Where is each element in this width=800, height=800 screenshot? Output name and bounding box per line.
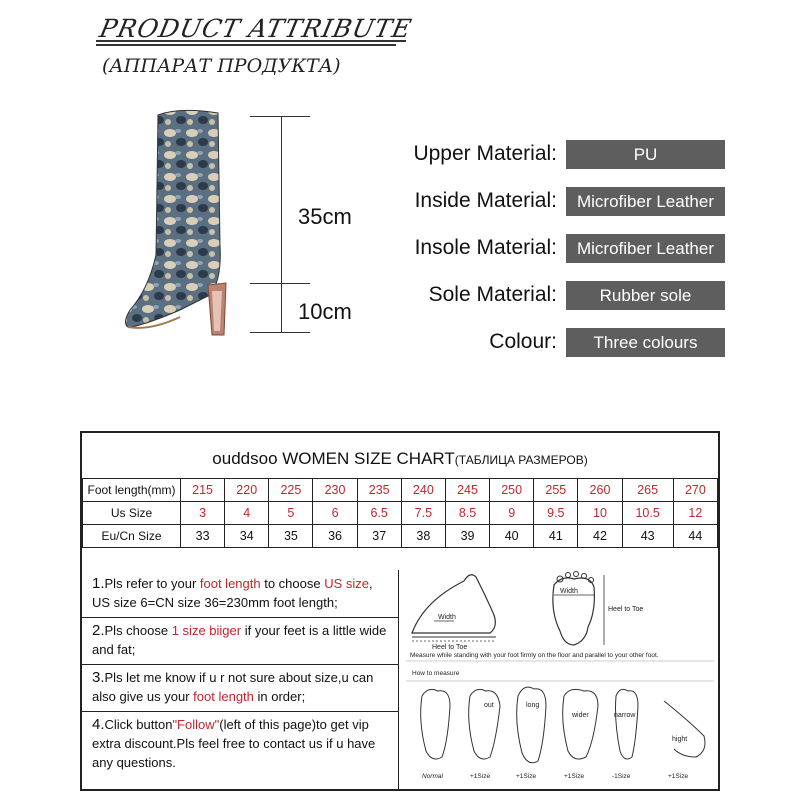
size-chart-section bbox=[80, 431, 720, 791]
diagram-width-label: Width bbox=[438, 614, 456, 621]
ruler-tick-mid bbox=[250, 283, 310, 284]
size-chart-title-main: ouddsoo WOMEN SIZE CHART bbox=[212, 449, 455, 468]
foot-shapes bbox=[421, 687, 705, 763]
attr-value-sole: Rubber sole bbox=[566, 281, 725, 310]
attr-value-upper: PU bbox=[566, 140, 725, 169]
table-cell: 8.5 bbox=[445, 502, 489, 525]
note-divider bbox=[82, 617, 398, 618]
heel-height: 10cm bbox=[298, 299, 352, 324]
foot-tag: long bbox=[526, 702, 540, 709]
foot-tag: out bbox=[484, 702, 494, 709]
foot-tag: wider bbox=[572, 712, 589, 719]
size-table bbox=[82, 478, 718, 548]
measure-diagram bbox=[404, 571, 716, 789]
table-cell: 4 bbox=[225, 502, 269, 525]
foot-caption: +1Size bbox=[668, 773, 689, 780]
size-chart-title-ru: (ТАБЛИЦА РАЗМЕРОВ) bbox=[454, 453, 588, 467]
table-cell: 245 bbox=[445, 479, 489, 502]
table-cell: 6.5 bbox=[357, 502, 401, 525]
attr-label-insole: Insole Material: bbox=[414, 236, 557, 259]
table-cell: 6 bbox=[313, 502, 357, 525]
table-cell: 270 bbox=[673, 479, 717, 502]
note-divider bbox=[82, 664, 398, 665]
table-row-us-size bbox=[83, 502, 718, 525]
row-header: Foot length(mm) bbox=[83, 479, 181, 502]
table-cell: 34 bbox=[225, 525, 269, 548]
table-cell: 225 bbox=[269, 479, 313, 502]
note-text: (left of this page)to get vip extra discount.Pls feel free to contact us if u have any questions. bbox=[92, 717, 376, 770]
table-cell: 12 bbox=[673, 502, 717, 525]
attr-label-upper: Upper Material: bbox=[413, 142, 557, 165]
table-cell: 255 bbox=[534, 479, 578, 502]
note-text: Pls choose bbox=[104, 623, 172, 638]
table-cell: 235 bbox=[357, 479, 401, 502]
table-cell: 43 bbox=[622, 525, 673, 548]
table-cell: 39 bbox=[445, 525, 489, 548]
attr-value-inside: Microfiber Leather bbox=[566, 187, 725, 216]
shaft-height: 35cm bbox=[298, 204, 352, 229]
header-subtitle: (АППАРАТ ПРОДУКТА) bbox=[102, 55, 341, 77]
note-text: if your feet is a little wide and fat; bbox=[92, 623, 387, 657]
note-highlight: foot length bbox=[193, 689, 254, 704]
header-underline-2 bbox=[96, 44, 396, 46]
size-chart-title bbox=[82, 433, 718, 478]
table-cell: 7.5 bbox=[401, 502, 445, 525]
ruler-tick-top bbox=[250, 116, 310, 117]
note-number: 4. bbox=[92, 716, 105, 733]
table-cell: 35 bbox=[269, 525, 313, 548]
foot-caption: -1Size bbox=[612, 773, 631, 780]
attr-label-sole: Sole Material: bbox=[428, 283, 557, 306]
table-cell: 40 bbox=[490, 525, 534, 548]
table-cell: 250 bbox=[490, 479, 534, 502]
note-highlight: US size bbox=[324, 576, 370, 591]
attr-value-colour: Three colours bbox=[566, 328, 725, 357]
table-cell: 3 bbox=[181, 502, 225, 525]
table-row-foot-length bbox=[83, 479, 718, 502]
note-text: , US size 6=CN size 36=230mm foot length; bbox=[92, 576, 373, 610]
diagram-heel-toe-label-top: Heel to Toe bbox=[608, 606, 644, 613]
table-cell: 36 bbox=[313, 525, 357, 548]
attr-value-insole: Microfiber Leather bbox=[566, 234, 725, 263]
note-number: 1. bbox=[92, 575, 105, 592]
attr-label-inside: Inside Material: bbox=[414, 189, 557, 212]
row-header: Us Size bbox=[83, 502, 181, 525]
ruler-line bbox=[281, 116, 282, 332]
table-cell: 265 bbox=[622, 479, 673, 502]
table-cell: 230 bbox=[313, 479, 357, 502]
note-text: Pls refer to your bbox=[104, 576, 200, 591]
diagram-heel-toe-label: Heel to Toe bbox=[432, 644, 468, 651]
note-2 bbox=[92, 621, 392, 659]
table-cell: 9.5 bbox=[534, 502, 578, 525]
note-highlight: foot length bbox=[199, 576, 261, 591]
header-underline bbox=[96, 40, 406, 42]
attr-label-colour: Colour: bbox=[489, 330, 557, 353]
note-3 bbox=[92, 668, 392, 706]
boot-image bbox=[120, 105, 245, 337]
note-1 bbox=[92, 574, 392, 612]
foot-tag: narrow bbox=[614, 712, 636, 719]
foot-caption: +1Size bbox=[470, 773, 491, 780]
table-cell: 10 bbox=[578, 502, 622, 525]
row-header: Eu/Cn Size bbox=[83, 525, 181, 548]
foot-caption: +1Size bbox=[516, 773, 537, 780]
table-cell: 38 bbox=[401, 525, 445, 548]
table-cell: 260 bbox=[578, 479, 622, 502]
table-cell: 220 bbox=[225, 479, 269, 502]
table-cell: 33 bbox=[181, 525, 225, 548]
note-number: 2. bbox=[92, 622, 105, 639]
note-text: to choose bbox=[260, 576, 325, 591]
note-4 bbox=[92, 715, 392, 772]
note-divider bbox=[82, 711, 398, 712]
table-cell: 5 bbox=[269, 502, 313, 525]
table-row-eu-size bbox=[83, 525, 718, 548]
note-highlight: 1 size biiger bbox=[171, 623, 242, 638]
ruler-tick-bottom bbox=[250, 332, 310, 333]
foot-tag: hight bbox=[672, 736, 688, 743]
table-cell: 44 bbox=[673, 525, 717, 548]
note-text: Click button bbox=[104, 717, 173, 732]
note-text: in order; bbox=[253, 689, 306, 704]
note-text: Pls let me know if u r not sure about size,u can also give us your bbox=[92, 670, 374, 704]
how-to-measure: How to measure bbox=[412, 670, 460, 677]
diagram-width-label-top: Width bbox=[560, 588, 578, 595]
table-cell: 9 bbox=[490, 502, 534, 525]
notes-divider-vertical bbox=[398, 570, 399, 791]
measure-note: Measure while standing with your foot firmly on the floor and parallel to your other foot. bbox=[410, 652, 659, 659]
table-cell: 10.5 bbox=[622, 502, 673, 525]
header-title: PRODUCT ATTRIBUTE bbox=[96, 14, 415, 43]
foot-caption: +1Size bbox=[564, 773, 585, 780]
note-highlight: "Follow" bbox=[172, 717, 220, 732]
table-cell: 41 bbox=[534, 525, 578, 548]
table-cell: 240 bbox=[401, 479, 445, 502]
table-cell: 42 bbox=[578, 525, 622, 548]
note-number: 3. bbox=[92, 669, 105, 686]
foot-caption: Normal bbox=[422, 773, 443, 780]
table-cell: 37 bbox=[357, 525, 401, 548]
table-cell: 215 bbox=[181, 479, 225, 502]
